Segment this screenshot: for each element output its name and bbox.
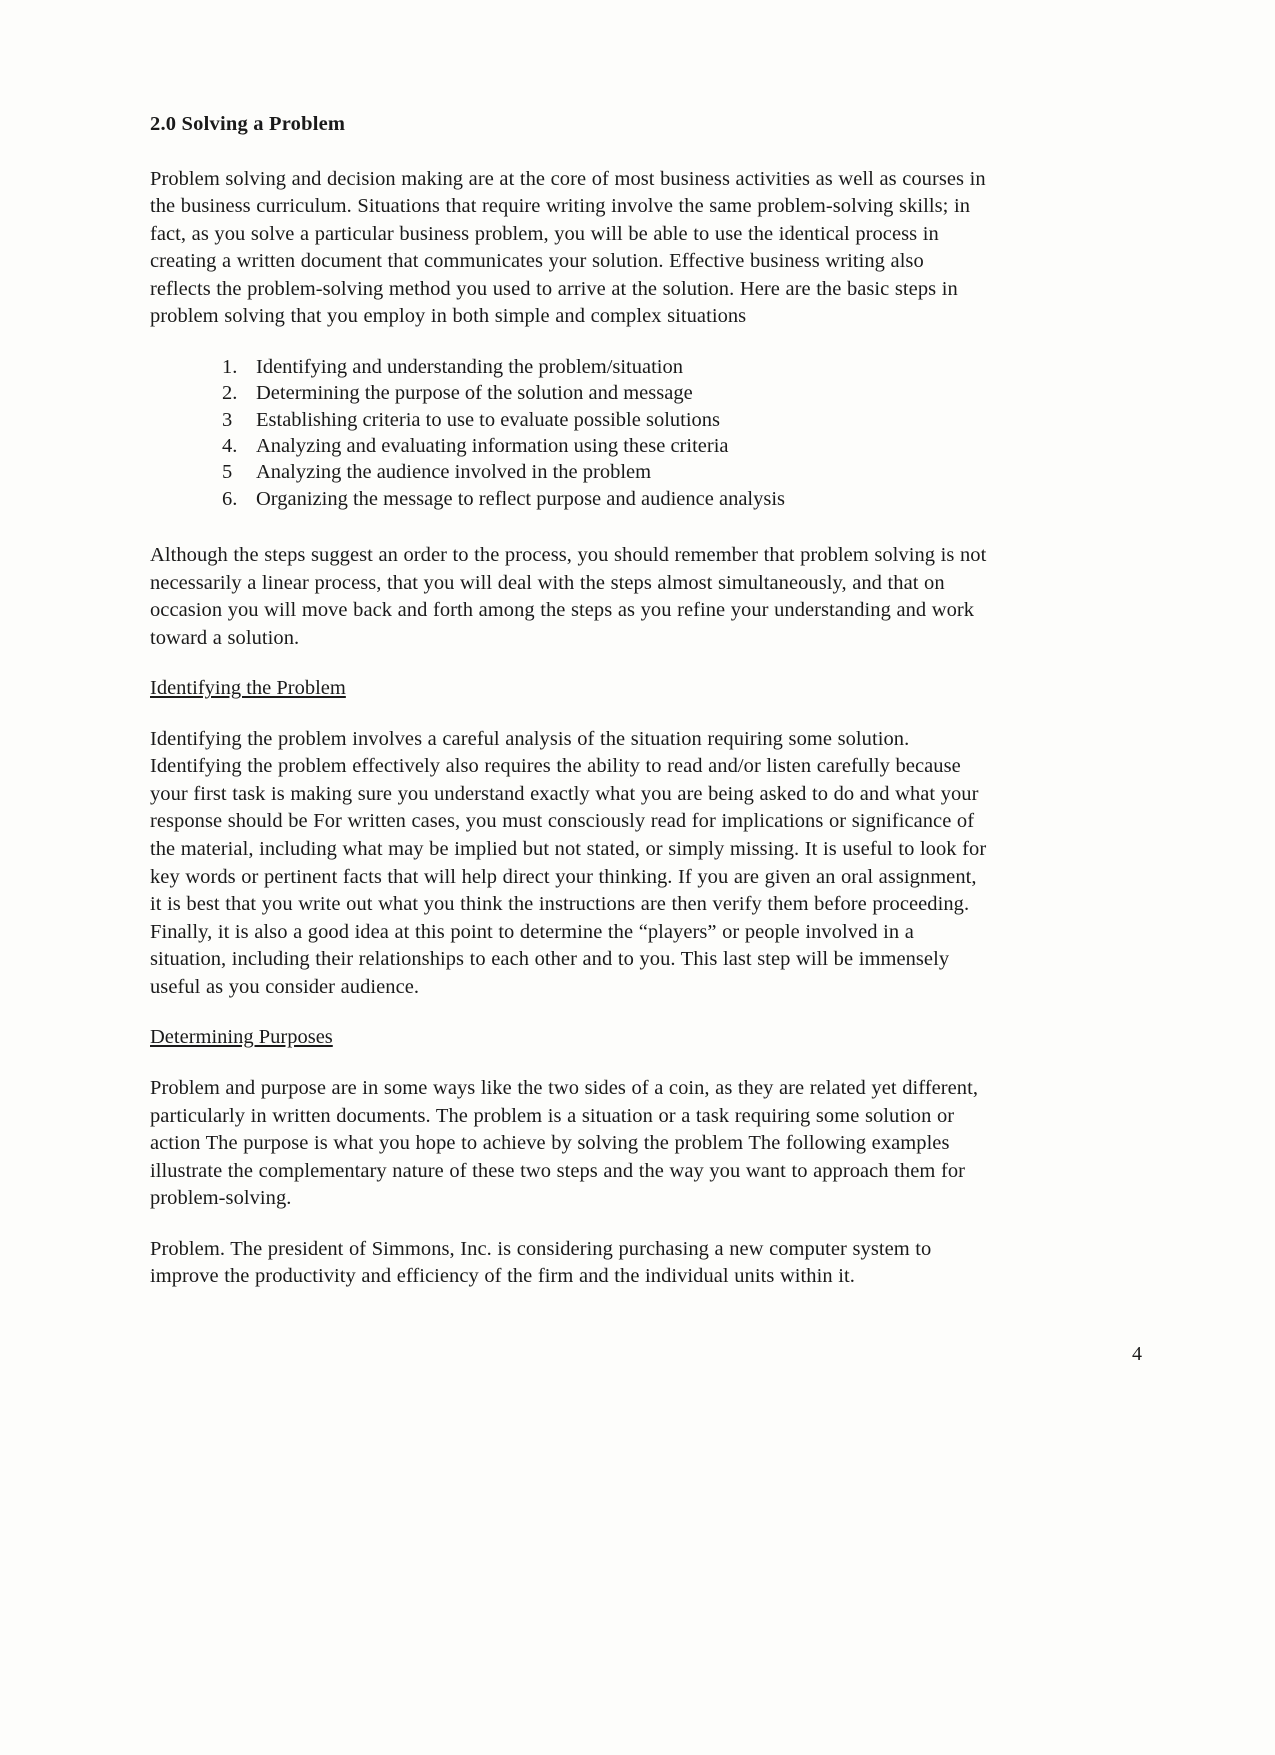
list-item <box>222 354 988 380</box>
list-item-number: 3 <box>222 408 233 431</box>
list-item-label: Establishing criteria to use to evaluate possible solutions <box>256 408 721 431</box>
list-item-number: 5 <box>222 461 233 484</box>
identifying-the-problem-paragraph: Identifying the problem involves a careful analysis of the situation requiring some solution. Identifying the problem effectively also requires the ability to read and/or listen carefully because your first task is making sure you understand exactly what you are being asked to do and what your response should be For written cases, you must consciously read for implications or significance of the material, including what may be implied but not stated, or simply missing. It is useful to look for key words or pertinent facts that will help direct your thinking. If you are given an oral assignment, it is best that you write out what you think the instructions are then verify them before proceeding. Finally, it is also a good idea at this point to determine the “players” or people involved in a situation, including their relationships to each other and to you. This last step will be immensely useful as you consider audience. <box>150 727 987 998</box>
determining-purposes-paragraph: Problem and purpose are in some ways like the two sides of a coin, as they are related yet different, particularly in written documents. The problem is a situation or a task requiring some solution or action The purpose is what you hope to achieve by solving the problem The following examples illustrate the complementary nature of these two steps and the way you want to approach them for problem-solving. <box>150 1076 979 1210</box>
list-item-number: 1. <box>222 356 238 378</box>
list-item <box>222 407 988 433</box>
list-item-number: 4. <box>222 434 238 457</box>
list-item <box>222 380 988 406</box>
list-item-label: Identifying and understanding the problem/situation <box>256 356 683 378</box>
list-item <box>222 433 988 459</box>
list-item-label: Organizing the message to reflect purpose and audience analysis <box>256 487 786 510</box>
intro-paragraph: Problem solving and decision making are at the core of most business activities as well as courses in the business curriculum. Situations that require writing involve the same problem-solving skills; in fact, as you solve a particular business problem, you will be able to use the identical process in creating a written document that communicates your solution. Effective business writing also reflects the problem-solving method you used to arrive at the solution. Here are the basic steps in problem solving that you employ in both simple and complex situations <box>150 167 986 328</box>
subheading-determining-purposes: Determining Purposes <box>150 1026 333 1049</box>
page-number: 4 <box>1132 1343 1142 1365</box>
page-title: 2.0 Solving a Problem <box>150 113 346 135</box>
subheading-identifying-the-problem: Identifying the Problem <box>150 677 346 700</box>
list-item-label: Analyzing the audience involved in the problem <box>256 461 652 484</box>
list-item <box>222 486 988 512</box>
list-item-label: Analyzing and evaluating information using these criteria <box>256 434 729 457</box>
list-item-label: Determining the purpose of the solution and message <box>256 382 693 405</box>
list-item-number: 6. <box>222 487 238 510</box>
list-item <box>222 459 988 485</box>
page-content <box>150 112 988 1314</box>
steps-commentary-paragraph: Although the steps suggest an order to the process, you should remember that problem solving is not necessarily a linear process, that you will deal with the steps almost simultaneously, and that on occasion you will move back and forth among the steps as you refine your understanding and work toward a solution. <box>150 543 987 649</box>
problem-solving-steps-list <box>150 354 988 512</box>
list-item-number: 2. <box>222 382 238 405</box>
problem-example-paragraph: Problem. The president of Simmons, Inc. is considering purchasing a new computer system to improve the productivity and efficiency of the firm and the individual units within it. <box>150 1237 932 1288</box>
